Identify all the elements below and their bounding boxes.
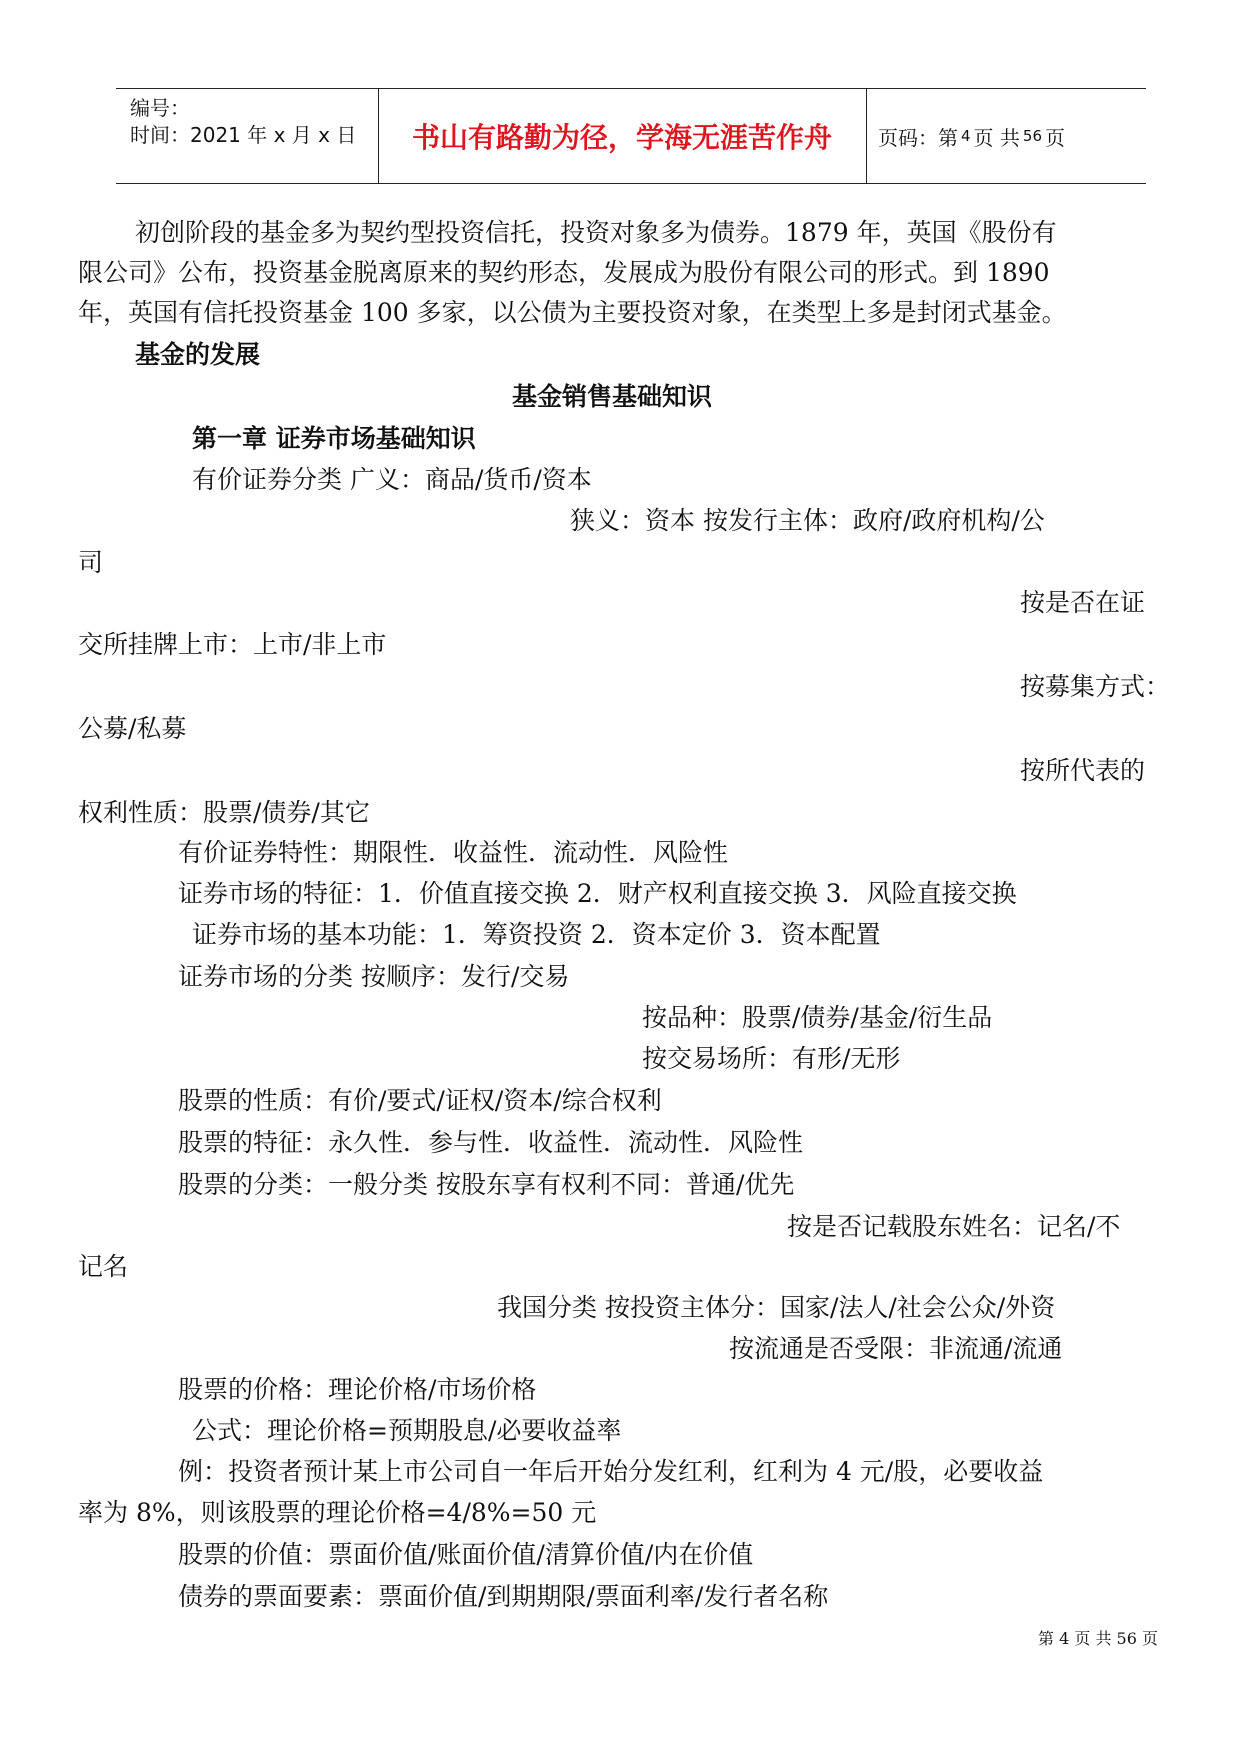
paragraph-line: 股票的特征：永久性．参与性．收益性．流动性．风险性 [178, 1128, 804, 1157]
page-header [116, 88, 1146, 184]
paragraph-line: 公募/私募 [78, 714, 187, 743]
paragraph-line: 证券市场的基本功能：1．筹资投资 2．资本定价 3．资本配置 [192, 920, 881, 949]
paragraph-line: 按募集方式： [1020, 672, 1171, 701]
paragraph-line: 证券市场的特征：1．价值直接交换 2．财产权利直接交换 3．风险直接交换 [178, 879, 1017, 908]
paragraph-line: 年，英国有信托投资基金 100 多家，以公债为主要投资对象，在类型上多是封闭式基金。 [78, 298, 1067, 327]
paragraph-line: 例：投资者预计某上市公司自一年后开始分发红利，红利为 4 元/股，必要收益 [178, 1457, 1044, 1486]
header-motto: 书山有路勤为径，学海无涯苦作舟 [411, 121, 832, 154]
paragraph-line: 按流通是否受限：非流通/流通 [729, 1334, 1063, 1363]
paragraph-line: 限公司》公布，投资基金脱离原来的契约形态，发展成为股份有限公司的形式。到 1890 [78, 258, 1050, 287]
paragraph-line: 我国分类 按投资主体分：国家/法人/社会公众/外资 [497, 1293, 1056, 1322]
document-number: 编号： [130, 96, 190, 120]
chapter-heading: 第一章 证券市场基础知识 [192, 424, 476, 453]
paragraph-line: 狭义：资本 按发行主体：政府/政府机构/公 [570, 506, 1045, 535]
paragraph-line: 股票的价值：票面价值/账面价值/清算价值/内在价值 [178, 1540, 754, 1569]
paragraph-line: 股票的分类：一般分类 按股东享有权利不同：普通/优先 [178, 1170, 795, 1199]
header-meta [130, 95, 356, 149]
header-divider [866, 89, 867, 183]
paragraph-line: 交所挂牌上市：上市/非上市 [78, 630, 387, 659]
document-date: 时间：2021 年 x 月 x 日 [130, 123, 357, 147]
paragraph-line: 按是否在证 [1020, 588, 1146, 617]
header-page-number: 页码：第 4 页 共 56 页 [878, 125, 1065, 150]
paragraph-line: 有价证券特性：期限性．收益性．流动性．风险性 [178, 838, 729, 867]
paragraph-line: 证券市场的分类 按顺序：发行/交易 [178, 962, 570, 991]
paragraph-line: 股票的价格：理论价格/市场价格 [178, 1375, 537, 1404]
paragraph-line: 司 [78, 548, 104, 577]
paragraph-line: 按所代表的 [1020, 756, 1146, 785]
page-footer: 第 4 页 共 56 页 [1038, 1629, 1158, 1648]
paragraph-line: 初创阶段的基金多为契约型投资信托，投资对象多为债券。1879 年，英国《股份有 [135, 218, 1057, 247]
paragraph-line: 按交易场所：有形/无形 [642, 1044, 901, 1073]
paragraph-line: 率为 8%，则该股票的理论价格=4/8%=50 元 [78, 1498, 597, 1527]
document-title: 基金销售基础知识 [512, 382, 713, 411]
paragraph-line: 权利性质：股票/债券/其它 [78, 798, 370, 827]
paragraph-line: 股票的性质：有价/要式/证权/资本/综合权利 [178, 1086, 662, 1115]
paragraph-line: 有价证券分类 广义：商品/货币/资本 [192, 465, 592, 494]
section-heading: 基金的发展 [135, 340, 261, 369]
paragraph-line: 公式：理论价格=预期股息/必要收益率 [192, 1416, 622, 1445]
paragraph-line: 记名 [78, 1252, 129, 1281]
paragraph-line: 按品种：股票/债券/基金/衍生品 [642, 1003, 993, 1032]
paragraph-line: 债券的票面要素：票面价值/到期期限/票面利率/发行者名称 [178, 1582, 829, 1611]
paragraph-line: 按是否记载股东姓名：记名/不 [787, 1212, 1121, 1241]
